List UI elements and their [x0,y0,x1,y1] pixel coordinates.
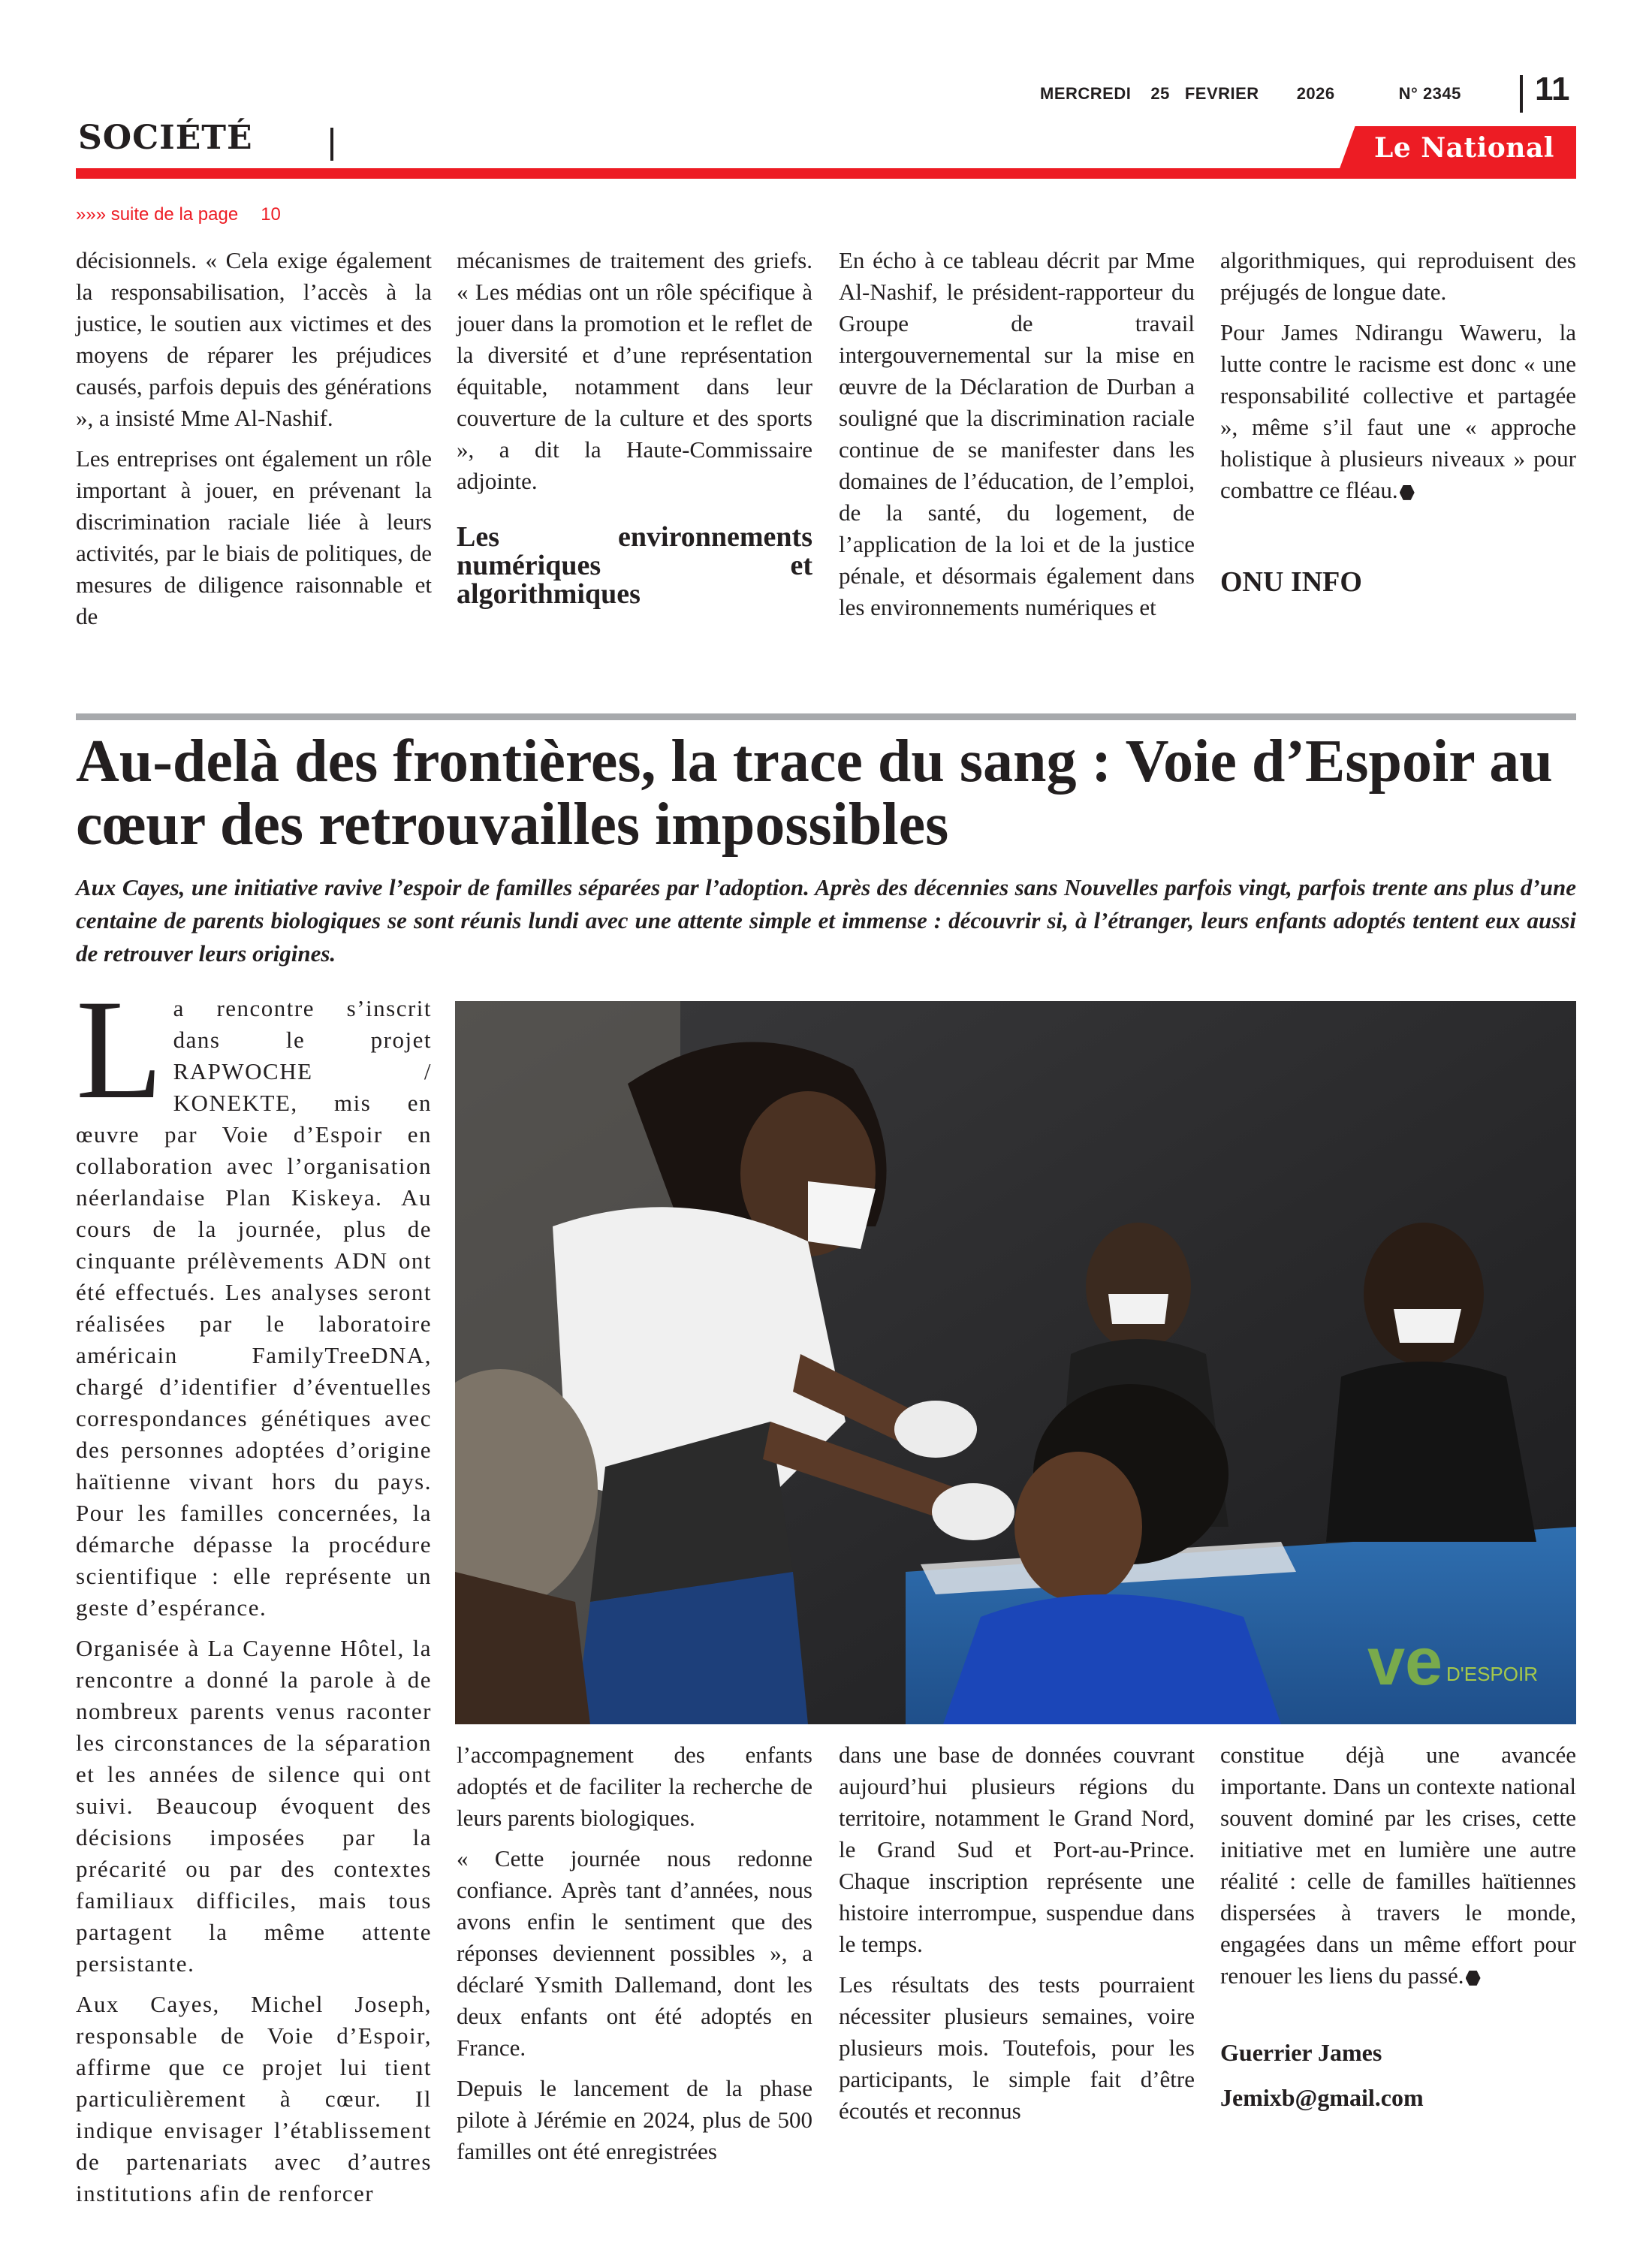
continued-label: »»» suite de la page [76,204,239,225]
dna-sampling-photo [455,1001,1576,1724]
prev-article-column-1 [76,245,432,641]
end-mark-icon [1400,485,1415,500]
prev-article-column-4 [1220,245,1576,598]
svg-text:ve: ve [1367,1624,1443,1700]
section-divider [330,128,333,161]
paragraph: Organisée à La Cayenne Hôtel, la rencontre a donné la parole à de nombreux parents venus raconter les circonstances de la séparation et les années de silence qui ont suivi. Beaucoup évoquent des décisions imposées par la précarité ou par des contextes familiaux difficiles, mais tous partagent la même attente persistante. [76,1635,432,1977]
paragraph: « Cette journée nous redonne confiance. Après tant d’années, nous avons enfin le sentiment que des réponses deviennent possibles », a déclaré Ysmith Dallemand, dont les deux enfants ont été adoptés en France. [457,1845,812,2061]
issue-number: N° 2345 [1398,84,1461,103]
paragraph-text: constitue déjà une avancée importante. Dans un contexte national souvent dominé par les crises, cette initiative met en lumière une autre réalité : celle de familles haïtiennes dispersées à travers le monde, engagées dans un même effort pour renouer les liens du passé. [1220,1742,1576,1989]
article-column-3 [839,1739,1195,2136]
issue-day: MERCREDI [1040,84,1132,103]
paragraph: Les entreprises ont également un rôle important à jouer, en prévenant la discrimination raciale liée à leurs activités, par le biais de politiques, de mesures de diligence raisonnable et de [76,445,432,629]
author-name: Guerrier James [1220,2039,1382,2066]
section-title: SOCIÉTÉ [78,119,253,157]
continued-from [76,204,281,225]
paragraph: a rencontre s’inscrit dans le projet RAPWOCHE / KONEKTE, mis en œuvre par Voie d’Espoir en collaboration avec l’organisation néerlandaise Plan Kiskeya. Au cours de la journée, plus de cinquante prélèvements ADN ont été effectués. Les analyses seront réalisées par le laboratoire américain FamilyTreeDNA, chargé d’identifier d’éventuelles correspondances génétiques avec des personnes adoptées d’origine haïtienne vivant hors du pays. Pour les familles concernées, la démarche dépasse la procédure scientifique : elle représente un geste d’espérance. [76,995,432,1621]
paragraph: Depuis le lancement de la phase pilote à Jérémie en 2024, plus de 500 familles ont été enregistrées [457,2075,812,2164]
prev-article-column-3 [839,245,1195,632]
subheading: Les environnements numériques et algorithmiques [457,521,812,610]
photo-banner-text: D'ESPOIR [1446,1663,1538,1685]
issue-info [1040,84,1461,104]
paragraph: En écho à ce tableau décrit par Mme Al-Nashif, le président-rapporteur du Groupe de travail intergouvernemental sur la mise en œuvre de la Déclaration de Durban a souligné que la discrimination raciale continue de se manifester dans les domaines de l’éducation, de l’emploi, de la santé, du logement, de l’application de la loi et de la justice pénale, et désormais également dans les environnements numériques et [839,247,1195,620]
paragraph: décisionnels. « Cela exige également la responsabilisation, l’accès à la justice, le soutien aux victimes et des moyens de réparer les préjudices causés, parfois depuis des générations », a insisté Mme Al-Nashif. [76,247,432,431]
paragraph: Aux Cayes, Michel Joseph, responsable de Voie d’Espoir, affirme que ce projet lui tient particulièrement à cœur. Il indique envisager l’établissement de partenariats avec d’autres institutions afin de renforcer [76,1991,432,2206]
issue-year: 2026 [1296,84,1335,103]
paragraph: Les résultats des tests pourraient nécessiter plusieurs semaines, voire plusieurs mois. Toutefois, pour les participants, le simple fait d’être écoutés et reconnus [839,1971,1195,2124]
paragraph: dans une base de données couvrant aujourd’hui plusieurs régions du territoire, notamment le Grand Nord, le Grand Sud et Port-au-Prince. Chaque inscription représente une histoire interrompue, suspendue dans le temps. [839,1742,1195,1957]
issue-date: 25 [1150,84,1170,103]
brand-logo: Le National [1374,132,1554,164]
author-email[interactable]: Jemixb@gmail.com [1220,2084,1424,2111]
continued-page: 10 [261,204,281,225]
drop-cap: L [76,971,164,1129]
paragraph [1220,1739,1576,1992]
paragraph: algorithmiques, qui reproduisent des préjugés de longue date. [1220,247,1576,305]
prev-article-column-2 [457,245,812,608]
article-column-2 [457,1739,812,2176]
source-credit: ONU INFO [1220,566,1362,598]
page-number: 11 [1535,71,1570,107]
paragraph [1220,317,1576,506]
article-column-4 [1220,1739,1576,2113]
article-divider [76,713,1576,720]
article-photo [455,1001,1576,1724]
paragraph: mécanismes de traitement des griefs. « Les médias ont un rôle spécifique à jouer dans la promotion et le reflet de la diversité et d’une représentation équitable, notamment dans leur couverture de la culture et des sports », a dit la Haute-Commissaire adjointe. [457,247,812,494]
article-column-1 [76,971,432,2218]
article-deck: Aux Cayes, une initiative ravive l’espoir de familles séparées par l’adoption. Après des décennies sans Nouvelles parfois vingt, parfois trente ans plus d’une centaine de parents biologiques se sont réunis lundi avec une attente simple et immense : découvrir si, à l’étranger, leurs enfants adoptés tentent eux aussi de retrouver leurs origines. [76,874,1576,967]
paragraph-text: Pour James Ndirangu Waweru, la lutte contre le racisme est donc « une responsabilité collective et partagée », même s’il faut une « approche holistique à plusieurs niveaux » pour combattre ce fléau. [1220,319,1576,503]
issue-month: FEVRIER [1184,84,1259,103]
article-headline: Au-delà des frontières, la trace du sang : Voie d’Espoir au cœur des retrouvailles impossibles [76,728,1553,858]
end-mark-icon [1466,1971,1481,1986]
page-number-divider [1520,75,1523,113]
paragraph: l’accompagnement des enfants adoptés et de faciliter la recherche de leurs parents biologiques. [457,1742,812,1831]
